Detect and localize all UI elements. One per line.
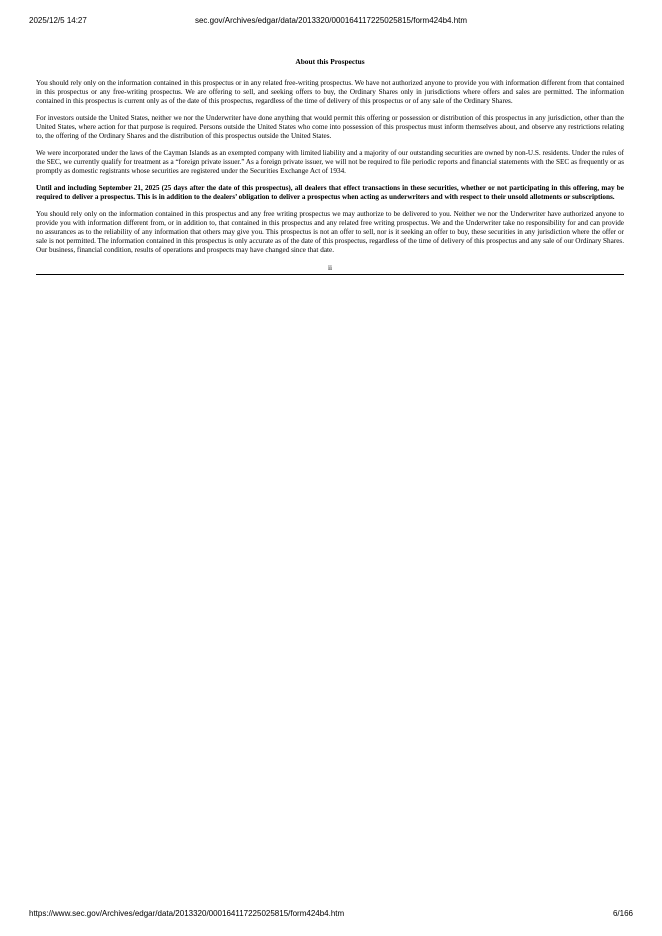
- paragraph-free-writing: You should rely only on the information contained in this prospectus and any free writing prospectus we may authorize to be delivered to you. Neither we nor the Underwriter have authorized anyone to provide you with information different from, or in addition to, that contained in this prospectus and any related free writing prospectus. We and the Underwriter take no responsibility for and can provide no assurances as to the reliability of any information that others may give you. This prospectus is not an offer to sell, nor is it seeking an offer to buy, these securities in any jurisdiction where the offer or sale is not permitted. The information contained in this prospectus is only accurate as of the date of this prospectus, regardless of the time of delivery of this prospectus and any sale of our Ordinary Shares. Our business, financial condition, results of operations and prospects may have changed since that date.: [36, 210, 624, 254]
- page-counter: 6/166: [612, 909, 633, 918]
- paragraph-foreign-private-issuer: We were incorporated under the laws of the Cayman Islands as an exempted company with limited liability and a majority of our outstanding securities are owned by non-U.S. residents. Under the rules of the SEC, we currently qualify for treatment as a “foreign private issuer.” As a foreign private issuer, we will not be required to file periodic reports and financial statements with the SEC as frequently or as promptly as domestic registrants whose securities are registered under the Securities Exchange Act of 1934.: [36, 149, 624, 175]
- page-divider: [36, 274, 624, 275]
- print-footer: [29, 908, 633, 920]
- print-header: [29, 15, 633, 27]
- page-number: ii: [327, 263, 333, 272]
- print-header-url: sec.gov/Archives/edgar/data/2013320/000164117225025815/form424b4.htm: [194, 16, 468, 25]
- document-page: [36, 57, 624, 275]
- print-footer-url-link[interactable]: https://www.sec.gov/Archives/edgar/data/2013320/000164117225025815/form424b4.htm: [29, 909, 345, 918]
- paragraph-outside-us: For investors outside the United States, neither we nor the Underwriter have done anything that would permit this offering or possession or distribution of this prospectus in any jurisdiction, other than the United States, where action for that purpose is required. Persons outside the United States who come into possession of this prospectus must inform themselves about, and observe any restrictions relating to, the offering of the Ordinary Shares and the distribution of this prospectus outside the United States.: [36, 114, 624, 140]
- section-heading: About this Prospectus: [295, 57, 365, 66]
- paragraph-dealer-delivery: Until and including September 21, 2025 (25 days after the date of this prospectus), all dealers that effect transactions in these securities, whether or not participating in this offering, may be required to deliver a prospectus. This is in addition to the dealers’ obligation to deliver a prospectus when acting as underwriters and with respect to their unsold allotments or subscriptions.: [36, 184, 624, 201]
- paragraph-reliance: You should rely only on the information contained in this prospectus or in any related free-writing prospectus. We have not authorized anyone to provide you with information different from that contained in this prospectus or any free-writing prospectus. We are offering to sell, and seeking offers to buy, the Ordinary Shares only in jurisdictions where offers and sales are permitted. The information contained in this prospectus is current only as of the date of this prospectus, regardless of the time of delivery of this prospectus or of any sale of the Ordinary Shares.: [36, 79, 624, 105]
- print-timestamp: 2025/12/5 14:27: [29, 16, 87, 25]
